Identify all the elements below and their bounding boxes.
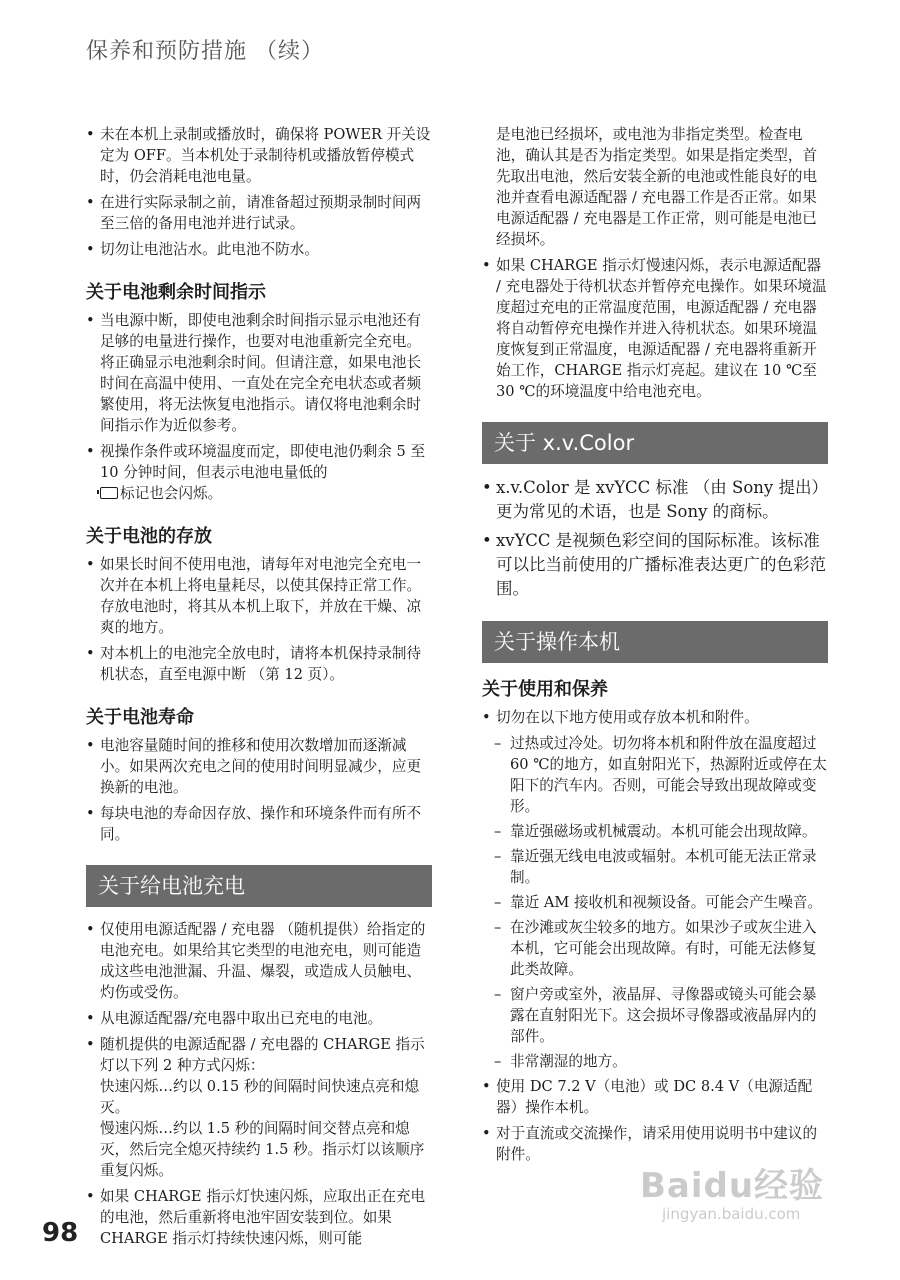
dash-item: – 靠近强磁场或机械震动。本机可能会出现故障。 [482, 821, 828, 842]
section-band-xvcolor: 关于 x.v.Color [482, 422, 828, 464]
low-battery-icon [100, 487, 118, 499]
list-item [86, 1034, 432, 1181]
list-item: • 如果 CHARGE 指示灯快速闪烁，应取出正在充电的电池，然后重新将电池牢固安装到位。如果 CHARGE 指示灯持续快速闪烁，则可能 [86, 1186, 432, 1249]
list-item: • 对本机上的电池完全放电时，请将本机保持录制待机状态，直至电源中断 （第 12 页）。 [86, 643, 432, 685]
dash-item: – 在沙滩或灰尘较多的地方。如果沙子或灰尘进入本机，它可能会出现故障。有时，可能无法修复此类故障。 [482, 917, 828, 980]
list-item: • 切勿让电池沾水。此电池不防水。 [86, 239, 432, 260]
list-item: • 在进行实际录制之前，请准备超过预期录制时间两至三倍的备用电池并进行试录。 [86, 192, 432, 234]
dash-item: – 过热或过冷处。切勿将本机和附件放在温度超过 60 ℃的地方，如直射阳光下，热源附近或停在太阳下的汽车内。否则，可能会导致出现故障或变形。 [482, 733, 828, 817]
list-item: • 使用 DC 7.2 V（电池）或 DC 8.4 V（电源适配器）操作本机。 [482, 1076, 828, 1118]
list-item: • 对于直流或交流操作，请采用使用说明书中建议的附件。 [482, 1123, 828, 1165]
list-item: • 当电源中断，即使电池剩余时间指示显示电池还有足够的电量进行操作，也要对电池重新完全充电。将正确显示电池剩余时间。但请注意，如果电池长时间在高温中使用、一直处在完全充电状态或者频繁使用，将无法恢复电池指示。请仅将电池剩余时间指示作为近似参考。 [86, 310, 432, 436]
list-item: • 如果 CHARGE 指示灯慢速闪烁，表示电源适配器 / 充电器处于待机状态并暂停充电操作。如果环境温度超过充电的正常温度范围，电源适配器 / 充电器将自动暂停充电操作并进入待机状态。如果环境温度恢复到正常温度，电源适配器 / 充电器将重新开始工作，CHARGE 指示灯亮起。建议在 10 ℃至 30 ℃的环境温度中给电池充电。 [482, 255, 828, 402]
watermark-brand: Baidu经验 [640, 1166, 825, 1206]
operation-list-2 [482, 1076, 828, 1165]
list-item: • 从电源适配器/充电器中取出已充电的电池。 [86, 1008, 432, 1029]
list-item: • xvYCC 是视频色彩空间的国际标准。该标准可以比当前使用的广播标准表达更广的色彩范围。 [482, 529, 828, 601]
charging-list [86, 919, 432, 1249]
xvcolor-list [482, 476, 828, 601]
remaining-list [86, 310, 432, 504]
list-item-text: 标记也会闪烁。 [120, 485, 223, 502]
slow-blink-list [482, 255, 828, 402]
list-item-text: • 随机提供的电源适配器 / 充电器的 CHARGE 指示灯以下列 2 种方式闪烁： [100, 1036, 425, 1074]
dash-item: – 靠近强无线电电波或辐射。本机可能无法正常录制。 [482, 846, 828, 888]
heading-battery-storage: 关于电池的存放 [86, 526, 212, 547]
list-item: • 电池容量随时间的推移和使用次数增加而逐渐减小。如果两次充电之间的使用时间明显减少，应更换新的电池。 [86, 735, 432, 798]
list-item: • 未在本机上录制或播放时，确保将 POWER 开关设定为 OFF。当本机处于录制待机或播放暂停模式时，仍会消耗电池电量。 [86, 124, 432, 187]
slow-blink-text: 慢速闪烁…约以 1.5 秒的间隔时间交替点亮和熄灭，然后完全熄灭持续约 1.5 秒。指示灯以该顺序重复闪烁。 [100, 1120, 425, 1179]
page-header-title: 保养和预防措施 （续） [86, 39, 324, 64]
list-item: • 每块电池的寿命因存放、操作和环境条件而有所不同。 [86, 803, 432, 845]
list-item: • 仅使用电源适配器 / 充电器 （随机提供）给指定的电池充电。如果给其它类型的电池充电，则可能造成这些电池泄漏、升温、爆裂，或造成人员触电、灼伤或受伤。 [86, 919, 432, 1003]
fast-blink-text: 快速闪烁…约以 0.15 秒的间隔时间快速点亮和熄灭。 [100, 1078, 420, 1116]
life-list [86, 735, 432, 845]
list-item-text: 切勿在以下地方使用或存放本机和附件。 [496, 709, 759, 726]
list-item: • 如果长时间不使用电池，请每年对电池完全充电一次并在本机上将电量耗尽，以使其保持正常工作。存放电池时，将其从本机上取下，并放在干燥、凉爽的地方。 [86, 554, 432, 638]
dash-item: – 窗户旁或室外，液晶屏、寻像器或镜头可能会暴露在直射阳光下。这会损坏寻像器或液晶屏内的部件。 [482, 984, 828, 1047]
page-number: 98 [42, 1218, 79, 1248]
section-band-charging: 关于给电池充电 [86, 865, 432, 907]
dash-item: – 靠近 AM 接收机和视频设备。可能会产生噪音。 [482, 892, 828, 913]
list-item-text: 视操作条件或环境温度而定，即使电池仍剩余 5 至 10 分钟时间，但表示电池电量低的 [100, 443, 426, 481]
intro-list [86, 124, 432, 260]
location-list [482, 733, 828, 1072]
heading-battery-remaining: 关于电池剩余时间指示 [86, 282, 266, 303]
section-band-operation: 关于操作本机 [482, 621, 828, 663]
heading-use-and-care: 关于使用和保养 [482, 679, 608, 700]
watermark [640, 1158, 830, 1238]
storage-list [86, 554, 432, 685]
continued-text: 是电池已经损坏，或电池为非指定类型。检查电池，确认其是否为指定类型。如果是指定类型，首先取出电池，然后安装全新的电池或性能良好的电池并查看电源适配器 / 充电器工作是否正常。如果电源适配器 / 充电器是工作正常，则可能是电池已经损坏。 [496, 126, 818, 248]
list-item: • x.v.Color 是 xvYCC 标准 （由 Sony 提出）更为常见的术语，也是 Sony 的商标。 [482, 476, 828, 524]
watermark-url: jingyan.baidu.com [662, 1205, 801, 1223]
operation-list [482, 707, 828, 728]
heading-battery-life: 关于电池寿命 [86, 707, 194, 728]
right-column [482, 124, 828, 1170]
list-item [482, 707, 828, 728]
left-column [86, 124, 432, 1254]
list-item [86, 441, 432, 504]
dash-item: – 非常潮湿的地方。 [482, 1051, 828, 1072]
